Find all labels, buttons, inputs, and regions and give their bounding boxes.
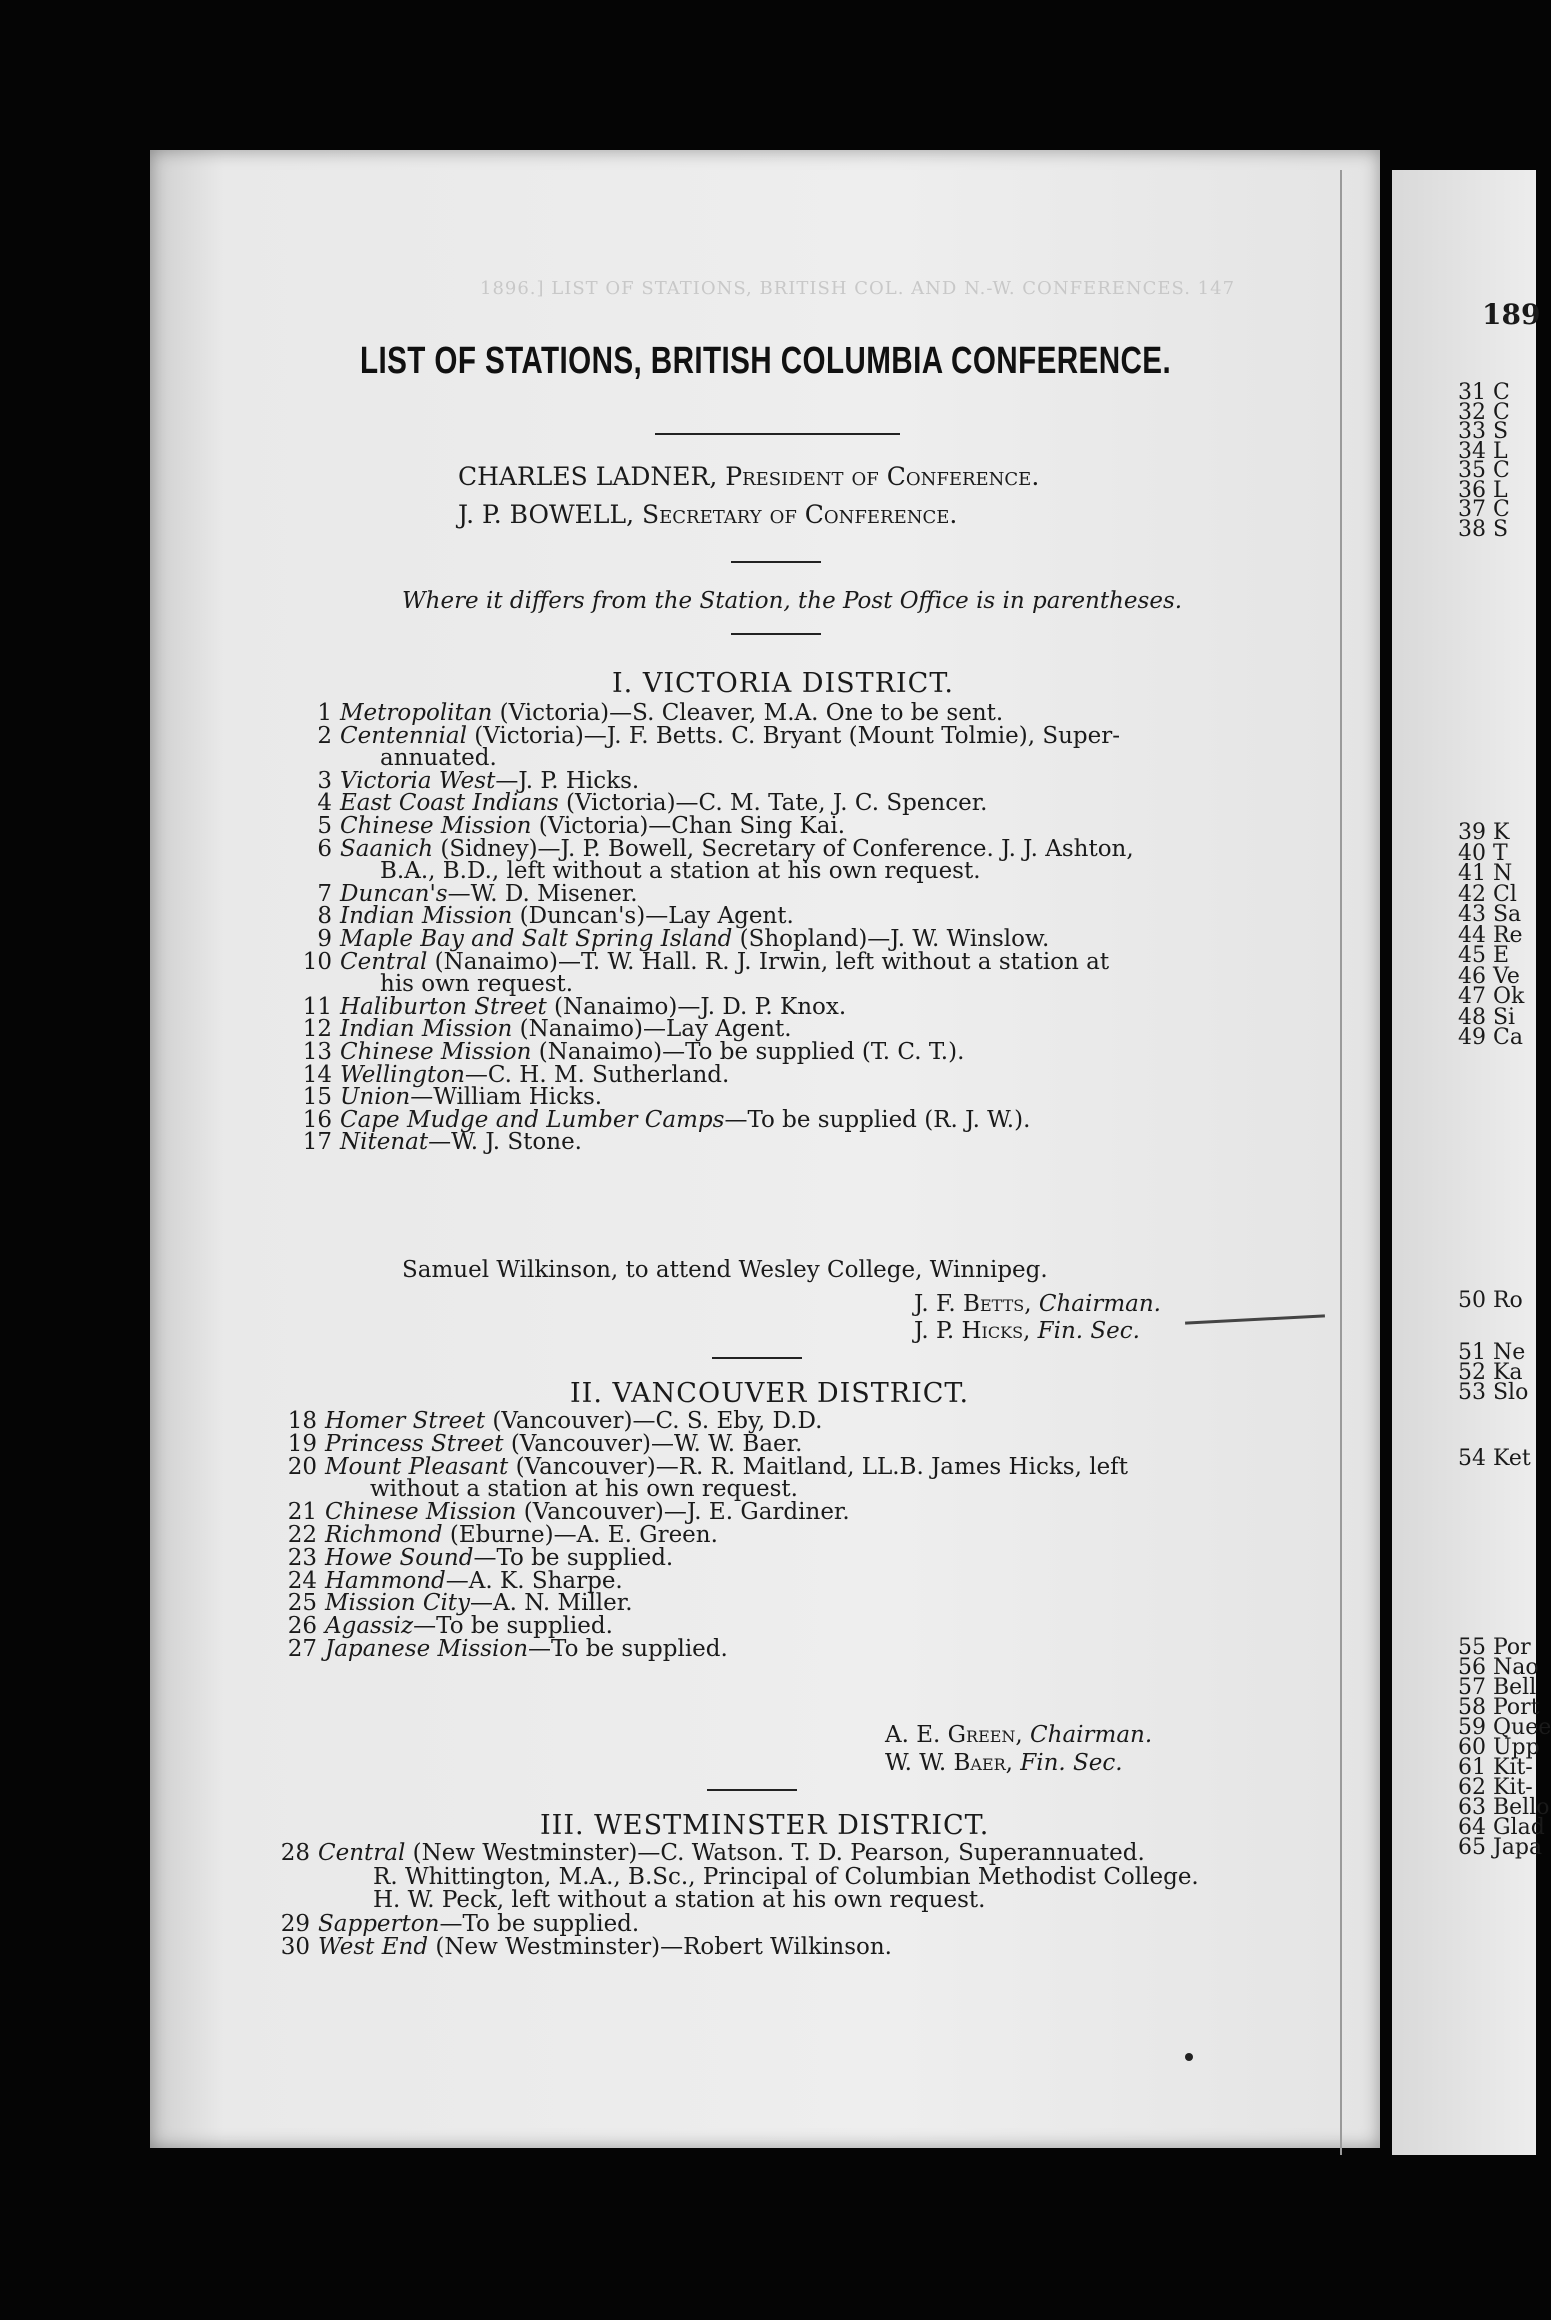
station-continuation: without a station at his own request.	[370, 1476, 798, 1503]
station-number: 30	[280, 1934, 310, 1960]
station-appointment: (New Westminster)—Robert Wilkinson.	[428, 1934, 892, 1960]
station-appointment: —W. J. Stone.	[428, 1129, 582, 1156]
station-number: 21	[287, 1499, 317, 1526]
station-number: 13	[302, 1039, 332, 1065]
margin-station-number: 31 C	[1458, 380, 1510, 405]
station-name: Homer Street	[325, 1408, 486, 1434]
margin-station-number: 59 Quee	[1458, 1715, 1551, 1740]
margin-station-number: 38 S	[1458, 516, 1509, 542]
station-number: 26	[287, 1613, 317, 1640]
station-continuation: annuated.	[380, 745, 497, 772]
station-continuation: B.A., B.D., left without a station at his own request.	[380, 858, 981, 885]
station-name: Centennial	[340, 722, 467, 749]
station-continuation: H. W. Peck, left without a station at his own request.	[373, 1887, 986, 1913]
station-number: 11	[302, 993, 332, 1020]
rule	[731, 561, 821, 563]
station-name: Indian Mission	[340, 1016, 513, 1043]
officer-name: J. P. BOWELL,	[458, 500, 635, 529]
station-continuation: R. Whittington, M.A., B.Sc., Principal of Columbian Methodist College.	[373, 1863, 1199, 1890]
margin-station-number: 40 T	[1458, 840, 1508, 866]
station-number: 6	[317, 835, 332, 862]
station-number: 16	[302, 1106, 332, 1133]
station-appointment: (Victoria)—C. M. Tate, J. C. Spencer.	[558, 790, 988, 817]
station-number: 29	[280, 1910, 310, 1937]
station-appointment: —J. P. Hicks.	[495, 767, 640, 794]
station-name: Chinese Mission	[340, 1039, 532, 1065]
margin-station-number: 35 C	[1458, 458, 1510, 483]
station-appointment: —To be supplied.	[413, 1613, 613, 1640]
page-title: LIST OF STATIONS, BRITISH COLUMBIA CONFERENCE.	[360, 340, 1172, 382]
margin-station-number: 44 Re	[1458, 922, 1523, 948]
station-number: 27	[287, 1636, 317, 1662]
station-appointment: (Victoria)—S. Cleaver, M.A. One to be sent.	[492, 700, 1004, 726]
rule	[712, 1357, 802, 1359]
margin-station-number: 51 Ne	[1458, 1340, 1526, 1365]
margin-station-number: 61 Kit-	[1458, 1755, 1533, 1780]
margin-station-number: 57 Bell	[1458, 1675, 1537, 1700]
margin-station-number: 46 Ve	[1458, 963, 1520, 989]
station-number: 1	[317, 700, 332, 726]
post-office-note: Where it differs from the Station, the Post Office is in parentheses.	[402, 588, 1183, 614]
station-number: 23	[287, 1544, 317, 1571]
station-name: Indian Mission	[340, 903, 513, 930]
station-appointment: (Nanaimo)—T. W. Hall. R. J. Irwin, left without a station at	[427, 948, 1110, 975]
station-number: 15	[302, 1084, 332, 1111]
signature-fin-sec: J. P. Hicks, Fin. Sec.	[914, 1318, 1140, 1344]
ink-dot	[1185, 2053, 1193, 2061]
officer-president	[458, 462, 1039, 491]
station-name: Mission City	[325, 1590, 471, 1617]
margin-station-number: 47 Ok	[1458, 984, 1525, 1009]
station-name: Japanese Mission	[325, 1636, 529, 1662]
margin-station-number: 50 Ro	[1458, 1288, 1523, 1313]
right-page-number: 189	[1482, 298, 1541, 331]
station-appointment: (Vancouver)—W. W. Baer.	[503, 1430, 803, 1457]
station-appointment: (Vancouver)—R. R. Maitland, LL.B. James Hicks, left	[508, 1453, 1128, 1480]
margin-station-number: 39 K	[1458, 820, 1510, 845]
margin-station-number: 45 E	[1458, 943, 1510, 968]
station-name: Central	[318, 1840, 406, 1866]
station-name: Hammond	[325, 1567, 446, 1594]
margin-station-number: 52 Ka	[1458, 1360, 1523, 1385]
station-name: Maple Bay and Salt Spring Island	[340, 926, 733, 952]
station-name: Sapperton	[318, 1910, 440, 1937]
station-appointment: (Nanaimo)—J. D. P. Knox.	[546, 993, 847, 1020]
officer-secretary	[458, 500, 957, 529]
margin-station-number: 37 C	[1458, 497, 1510, 522]
station-name: Victoria West	[340, 767, 496, 794]
station-name: Chinese Mission	[325, 1499, 517, 1526]
station-appointment: —A. N. Miller.	[470, 1590, 633, 1617]
station-number: 7	[317, 880, 332, 907]
station-name: West End	[318, 1934, 429, 1960]
station-appointment: —William Hicks.	[410, 1084, 603, 1111]
station-appointment: —To be supplied (R. J. W.).	[724, 1106, 1031, 1133]
station-appointment: (Victoria)—Chan Sing Kai.	[531, 813, 846, 839]
margin-station-number: 43 Sa	[1458, 902, 1522, 927]
station-number: 28	[280, 1840, 310, 1866]
station-appointment: —To be supplied.	[473, 1544, 674, 1571]
station-name: Mount Pleasant	[325, 1453, 509, 1480]
station-name: Chinese Mission	[340, 813, 532, 839]
margin-station-number: 55 Por	[1458, 1635, 1531, 1660]
station-name: Princess Street	[325, 1430, 504, 1457]
station-entry	[285, 1636, 728, 1662]
margin-station-number: 48 Si	[1458, 1004, 1516, 1030]
station-entry	[278, 1911, 639, 1937]
station-name: Agassiz	[325, 1613, 414, 1640]
station-appointment: (Victoria)—J. F. Betts. C. Bryant (Mount Tolmie), Super-	[466, 722, 1120, 749]
margin-station-number: 32 C	[1458, 399, 1510, 425]
officer-role: President of Conference.	[725, 462, 1040, 491]
station-number: 25	[287, 1590, 317, 1617]
station-name: Union	[340, 1084, 411, 1111]
station-entry	[278, 1934, 892, 1960]
rule	[707, 1789, 797, 1791]
station-number: 9	[317, 926, 332, 952]
margin-station-number: 34 L	[1458, 438, 1508, 464]
station-appointment: (Shopland)—J. W. Winslow.	[732, 926, 1050, 952]
station-entry	[300, 1129, 582, 1155]
margin-station-number: 60 Upp	[1458, 1735, 1540, 1760]
margin-station-number: 36 L	[1458, 477, 1508, 503]
station-name: Haliburton Street	[340, 993, 547, 1020]
station-appointment: —To be supplied.	[439, 1910, 640, 1937]
station-number: 22	[287, 1522, 317, 1548]
station-name: Howe Sound	[325, 1544, 474, 1571]
station-number: 4	[317, 790, 332, 817]
margin-station-number: 54 Ket	[1458, 1446, 1531, 1471]
station-appointment: (Nanaimo)—Lay Agent.	[512, 1016, 792, 1043]
station-appointment: —A. K. Sharpe.	[445, 1567, 623, 1594]
station-name: Duncan's	[340, 880, 448, 907]
margin-station-number: 33 S	[1458, 419, 1509, 444]
station-number: 17	[302, 1129, 332, 1156]
district-heading-westminster: III. WESTMINSTER DISTRICT.	[540, 1810, 990, 1841]
station-number: 2	[317, 722, 332, 749]
station-appointment: (Duncan's)—Lay Agent.	[512, 903, 794, 930]
station-number: 3	[317, 767, 332, 794]
margin-station-number: 41 N	[1458, 861, 1513, 886]
district-heading-vancouver: II. VANCOUVER DISTRICT.	[570, 1378, 970, 1409]
station-number: 19	[287, 1430, 317, 1457]
station-appointment: (Vancouver)—C. S. Eby, D.D.	[485, 1408, 823, 1434]
station-name: Richmond	[325, 1522, 443, 1548]
rule	[731, 633, 821, 635]
station-number: 24	[287, 1567, 317, 1594]
station-appointment: (New Westminster)—C. Watson. T. D. Pearson, Superannuated.	[405, 1840, 1145, 1866]
station-continuation: his own request.	[380, 971, 574, 998]
margin-station-number: 42 Cl	[1458, 881, 1517, 907]
title-rule	[655, 433, 900, 435]
station-number: 12	[302, 1016, 332, 1043]
district-note: Samuel Wilkinson, to attend Wesley College, Winnipeg.	[402, 1257, 1048, 1283]
margin-station-number: 65 Japa	[1458, 1835, 1543, 1860]
district-heading-victoria: I. VICTORIA DISTRICT.	[612, 668, 954, 699]
signature-chairman: J. F. Betts, Chairman.	[914, 1291, 1161, 1317]
margin-station-number: 53 Slo	[1458, 1380, 1529, 1405]
signature-fin-sec: W. W. Baer, Fin. Sec.	[885, 1750, 1123, 1776]
station-appointment: (Nanaimo)—To be supplied (T. C. T.).	[531, 1039, 965, 1065]
margin-station-number: 64 Glad	[1458, 1815, 1545, 1840]
station-name: Saanich	[340, 835, 434, 862]
signature-chairman: A. E. Green, Chairman.	[885, 1722, 1153, 1748]
station-entry	[278, 1840, 1145, 1866]
page-fold	[1340, 170, 1342, 2155]
officer-role: Secretary of Conference.	[642, 500, 958, 529]
station-number: 5	[317, 813, 332, 839]
station-appointment: —To be supplied.	[528, 1636, 728, 1662]
station-name: Nitenat	[340, 1129, 429, 1156]
station-number: 8	[317, 903, 332, 930]
station-appointment: —W. D. Misener.	[447, 880, 638, 907]
station-name: Cape Mudge and Lumber Camps	[340, 1106, 725, 1133]
station-number: 14	[302, 1061, 332, 1088]
station-number: 10	[302, 948, 332, 975]
station-appointment: (Vancouver)—J. E. Gardiner.	[516, 1499, 850, 1526]
officer-name: CHARLES LADNER,	[458, 462, 718, 491]
station-name: Metropolitan	[340, 700, 493, 726]
margin-station-number: 62 Kit-	[1458, 1775, 1533, 1800]
station-name: Central	[340, 948, 428, 975]
margin-station-number: 56 Nao	[1458, 1655, 1539, 1680]
station-appointment: (Sidney)—J. P. Bowell, Secretary of Conference. J. J. Ashton,	[433, 835, 1134, 862]
margin-station-number: 49 Ca	[1458, 1025, 1523, 1050]
running-head: 1896.] LIST OF STATIONS, BRITISH COL. AND N.-W. CONFERENCES. 147	[480, 278, 1236, 299]
station-appointment: (Eburne)—A. E. Green.	[442, 1522, 718, 1548]
station-name: Wellington	[340, 1061, 465, 1088]
margin-station-number: 58 Port	[1458, 1695, 1540, 1720]
station-number: 18	[287, 1408, 317, 1434]
margin-station-number: 63 Bello	[1458, 1795, 1550, 1820]
station-name: East Coast Indians	[340, 790, 559, 817]
station-number: 20	[287, 1453, 317, 1480]
station-appointment: —C. H. M. Sutherland.	[464, 1061, 730, 1088]
